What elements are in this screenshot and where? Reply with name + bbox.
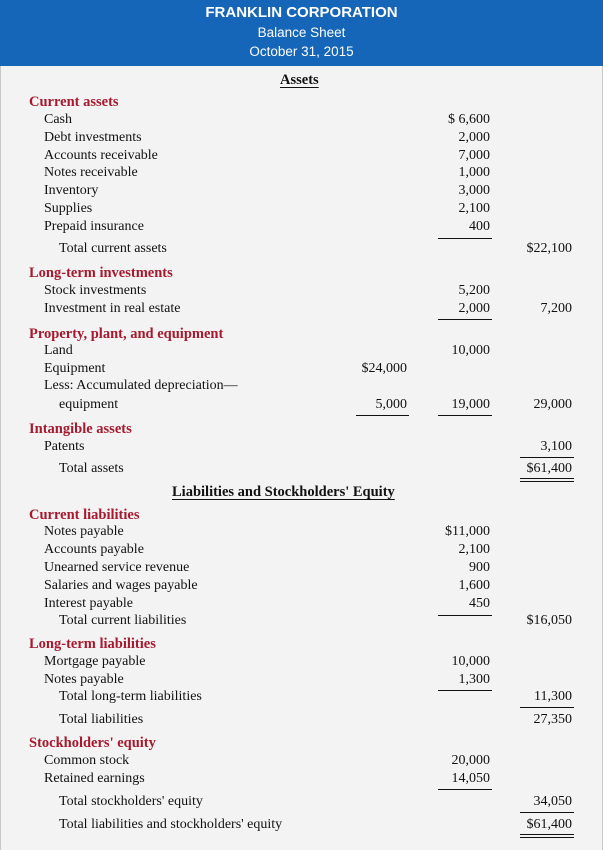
line-label: equipment: [59, 397, 119, 412]
total-amount: $16,050: [526, 613, 572, 628]
line-label: Notes payable: [44, 672, 124, 687]
subtotal-rule: [438, 319, 492, 320]
line-label: Notes receivable: [44, 165, 138, 180]
line-label: Inventory: [44, 183, 99, 198]
section-ppe: Property, plant, and equipment: [29, 326, 224, 342]
statement-date: October 31, 2015: [249, 44, 354, 59]
statement-header: [0, 0, 603, 66]
section-intangible-assets: Intangible assets: [29, 421, 132, 437]
subtotal-rule: [438, 789, 492, 790]
total-label: Total liabilities and stockholders' equity: [59, 817, 283, 832]
line-label: Salaries and wages payable: [44, 578, 198, 593]
subtotal-rule: [438, 615, 492, 616]
line-amount: 20,000: [451, 753, 490, 768]
total-amount: 27,350: [533, 712, 572, 727]
double-rule: [520, 478, 574, 482]
line-label: Investment in real estate: [44, 301, 181, 316]
line-amount: 400: [469, 219, 490, 234]
line-label: Common stock: [44, 753, 130, 768]
total-label: Total long-term liabilities: [59, 689, 202, 704]
line-label: Supplies: [44, 201, 93, 216]
line-amount: 10,000: [451, 654, 490, 669]
line-label: Stock investments: [44, 283, 147, 298]
line-amount: $11,000: [445, 524, 490, 539]
line-amount: 2,100: [458, 201, 490, 216]
subtotal-rule: [438, 690, 492, 691]
line-label: Land: [44, 343, 73, 358]
line-amount: 1,600: [458, 578, 490, 593]
total-amount: 7,200: [540, 301, 572, 316]
grand-total-amount: $61,400: [526, 817, 572, 832]
total-amount: 3,100: [540, 439, 572, 454]
total-label: Total assets: [59, 461, 124, 476]
line-label: Less: Accumulated depreciation—: [44, 378, 238, 393]
line-label: Interest payable: [44, 596, 134, 611]
line-amount: 450: [469, 596, 490, 611]
subtotal-rule: [356, 415, 409, 416]
line-amount: $24,000: [361, 361, 407, 376]
total-amount: 11,300: [534, 689, 572, 704]
section-long-term-liabilities: Long-term liabilities: [29, 636, 156, 652]
line-amount: 19,000: [451, 397, 490, 412]
line-amount: 3,000: [458, 183, 490, 198]
line-amount: $ 6,600: [448, 112, 490, 127]
total-label: Total liabilities: [59, 712, 144, 727]
line-label: Mortgage payable: [44, 654, 146, 669]
line-label: Retained earnings: [44, 771, 145, 786]
subtotal-rule: [520, 812, 574, 813]
line-label: Patents: [44, 439, 85, 454]
total-label: Total current liabilities: [59, 613, 187, 628]
line-label: Debt investments: [44, 130, 142, 145]
grand-total-amount: $61,400: [526, 461, 572, 476]
liabilities-heading: Liabilities and Stockholders' Equity: [172, 484, 395, 500]
section-stockholders-equity: Stockholders' equity: [29, 735, 156, 751]
line-amount: 2,000: [458, 301, 490, 316]
total-amount: 29,000: [533, 397, 572, 412]
line-amount: 2,000: [458, 130, 490, 145]
line-amount: 5,200: [458, 283, 490, 298]
total-label: Total current assets: [59, 241, 167, 256]
total-amount: $22,100: [526, 241, 572, 256]
line-amount: 5,000: [375, 397, 407, 412]
line-label: Equipment: [44, 361, 106, 376]
total-amount: 34,050: [533, 794, 572, 809]
line-label: Prepaid insurance: [44, 219, 144, 234]
line-label: Accounts receivable: [44, 148, 158, 163]
section-current-liabilities: Current liabilities: [29, 507, 140, 523]
balance-sheet-body: [0, 66, 603, 850]
statement-title: Balance Sheet: [257, 25, 346, 40]
subtotal-rule: [520, 457, 574, 458]
line-amount: 1,000: [458, 165, 490, 180]
line-amount: 900: [469, 560, 490, 575]
total-label: Total stockholders' equity: [59, 794, 203, 809]
section-current-assets: Current assets: [29, 94, 119, 110]
line-amount: 2,100: [458, 542, 490, 557]
line-label: Unearned service revenue: [44, 560, 190, 575]
assets-heading: Assets: [280, 72, 319, 88]
line-label: Cash: [44, 112, 72, 127]
double-rule: [520, 834, 574, 838]
line-amount: 7,000: [458, 148, 490, 163]
subtotal-rule: [438, 415, 492, 416]
subtotal-rule: [438, 238, 492, 239]
section-long-term-investments: Long-term investments: [29, 265, 173, 281]
line-amount: 10,000: [451, 343, 490, 358]
subtotal-rule: [520, 707, 574, 708]
company-name: FRANKLIN CORPORATION: [205, 4, 398, 21]
line-amount: 14,050: [451, 771, 490, 786]
line-label: Notes payable: [44, 524, 124, 539]
line-amount: 1,300: [458, 672, 490, 687]
line-label: Accounts payable: [44, 542, 144, 557]
